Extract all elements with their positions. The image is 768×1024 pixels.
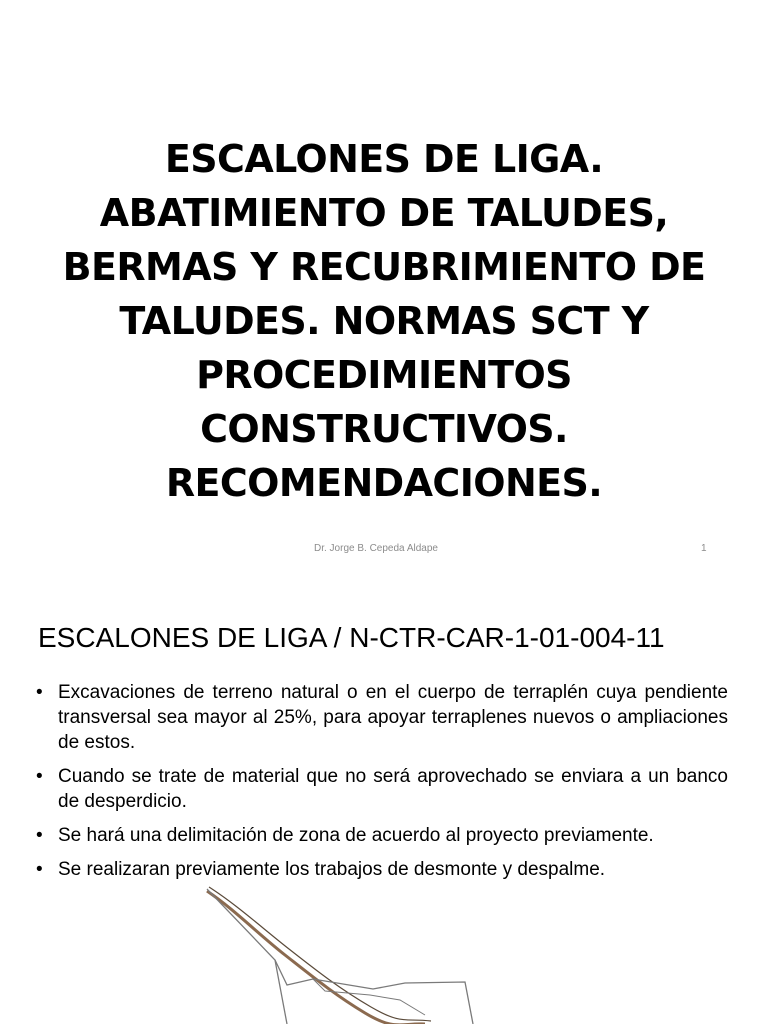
- bullet-text: Excavaciones de terreno natural o en el cuerpo de terraplén cuya pendiente transversal sea mayor al 25%, para apoyar terraplenes nuevos o ampliaciones de estos.: [58, 682, 728, 753]
- bullet-item: [36, 823, 728, 848]
- bullet-item: [36, 764, 728, 814]
- bullet-marker: •: [36, 859, 43, 880]
- bullet-text: Se hará una delimitación de zona de acuerdo al proyecto previamente.: [58, 825, 654, 846]
- bullet-text: Cuando se trate de material que no será aprovechado se enviara a un banco de desperdicio.: [58, 766, 728, 812]
- bullet-marker: •: [36, 825, 43, 846]
- bullet-list: [36, 680, 728, 891]
- bullet-marker: •: [36, 766, 43, 787]
- embankment-outline: [207, 889, 287, 1024]
- footer-author: Dr. Jorge B. Cepeda Aldape: [314, 543, 438, 554]
- slide-2-title: ESCALONES DE LIGA / N-CTR-CAR-1-01-004-11: [38, 622, 665, 653]
- bullet-marker: •: [36, 682, 43, 703]
- bullet-item: [36, 857, 728, 882]
- terrain-line: [207, 891, 425, 1024]
- bullet-item: [36, 680, 728, 755]
- slide-1-title: ESCALONES DE LIGA. ABATIMIENTO DE TALUDES, BERMAS Y RECUBRIMIENTO DE TALUDES. NORMAS SCT Y PROCEDIMIENTOS CONSTRUCTIVOS. RECOMENDACIONES.: [62, 137, 706, 505]
- terrain-line-shadow: [209, 887, 431, 1021]
- slope-sketch: [195, 885, 495, 1024]
- slide-2: [0, 580, 768, 1024]
- bullet-text: Se realizaran previamente los trabajos de desmonte y despalme.: [58, 859, 606, 880]
- step-outline: [313, 979, 425, 1015]
- footer-page-number: 1: [701, 543, 707, 554]
